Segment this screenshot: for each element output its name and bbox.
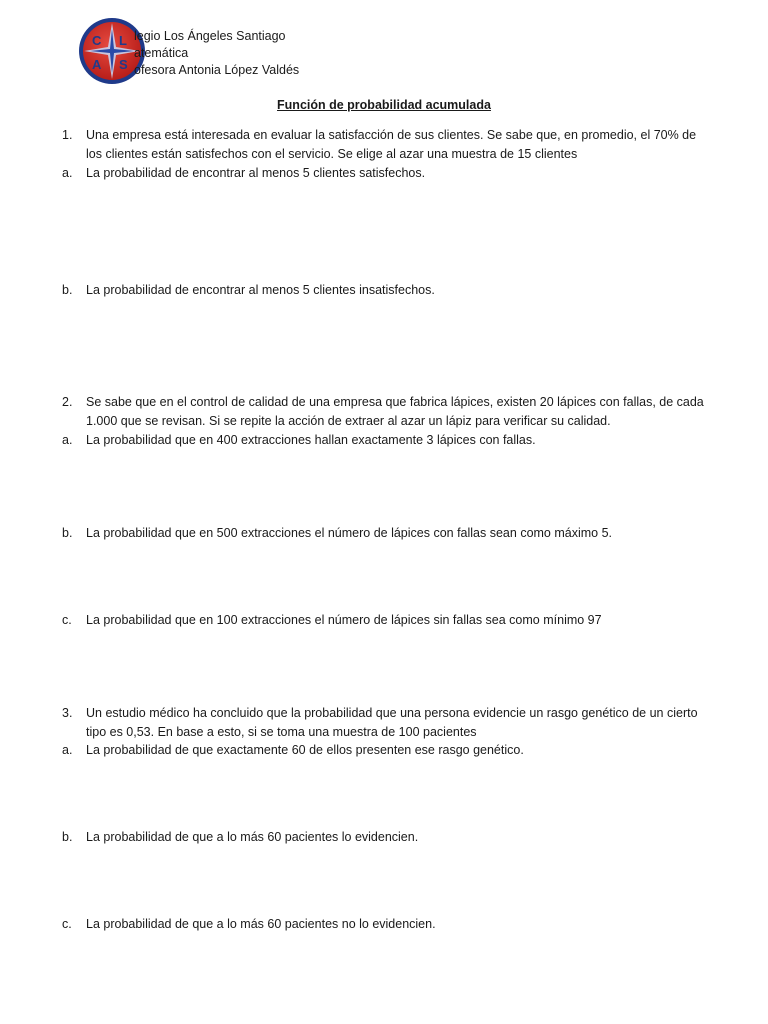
question-number: 3. [62, 706, 73, 720]
teacher-name: ofesora Antonia López Valdés [134, 63, 300, 77]
question-1 [62, 126, 712, 164]
part-text: La probabilidad que en 100 extracciones el número de lápices sin fallas sea como mínimo 97 [86, 613, 602, 627]
part-text: La probabilidad de que a lo más 60 pacientes lo evidencien. [86, 830, 419, 844]
part-letter: b. [62, 283, 73, 297]
svg-text:L: L [119, 33, 127, 48]
svg-text:A: A [92, 57, 102, 72]
question-number: 2. [62, 395, 73, 409]
question-3-part-a [62, 741, 712, 760]
question-text: Una empresa está interesada en evaluar la satisfacción de sus clientes. Se sabe que, en promedio, el 70% de los clientes están satisfechos con el servicio. Se elige al azar una muestra de 15 clientes [86, 128, 697, 161]
subject-name: atemática [134, 46, 189, 60]
part-letter: a. [62, 433, 73, 447]
part-text: La probabilidad de que a lo más 60 pacientes no lo evidencien. [86, 917, 436, 931]
part-letter: a. [62, 166, 73, 180]
school-header [134, 28, 299, 79]
part-text: La probabilidad que en 500 extracciones el número de lápices con fallas sean como máximo 5. [86, 526, 613, 540]
part-letter: a. [62, 743, 73, 757]
question-1-part-a [62, 164, 712, 183]
page-title: Función de probabilidad acumulada [277, 98, 491, 112]
part-text: La probabilidad de encontrar al menos 5 clientes satisfechos. [86, 166, 426, 180]
question-2-part-b [62, 524, 712, 543]
part-text: La probabilidad que en 400 extracciones hallan exactamente 3 lápices con fallas. [86, 433, 536, 447]
svg-text:C: C [92, 33, 102, 48]
question-text: Se sabe que en el control de calidad de una empresa que fabrica lápices, existen 20 lápices con fallas, de cada 1.000 que se revisan. Si se repite la acción de extraer al azar un lápiz para verificar su calidad. [86, 395, 704, 428]
part-text: La probabilidad de que exactamente 60 de ellos presenten ese rasgo genético. [86, 743, 524, 757]
question-2 [62, 393, 712, 431]
svg-text:S: S [119, 57, 128, 72]
part-letter: b. [62, 526, 73, 540]
part-letter: c. [62, 613, 72, 627]
question-2-part-c [62, 611, 712, 630]
question-3-part-b [62, 828, 712, 847]
question-3 [62, 704, 712, 742]
question-text: Un estudio médico ha concluido que la probabilidad que una persona evidencie un rasgo genético de un cierto tipo es 0,53. En base a esto, si se toma una muestra de 100 pacientes [86, 706, 698, 739]
part-text: La probabilidad de encontrar al menos 5 clientes insatisfechos. [86, 283, 435, 297]
question-1-part-b [62, 281, 712, 300]
school-name: legio Los Ángeles Santiago [134, 29, 286, 43]
question-3-part-c [62, 915, 712, 934]
part-letter: b. [62, 830, 73, 844]
question-2-part-a [62, 431, 712, 450]
part-letter: c. [62, 917, 72, 931]
question-number: 1. [62, 128, 73, 142]
